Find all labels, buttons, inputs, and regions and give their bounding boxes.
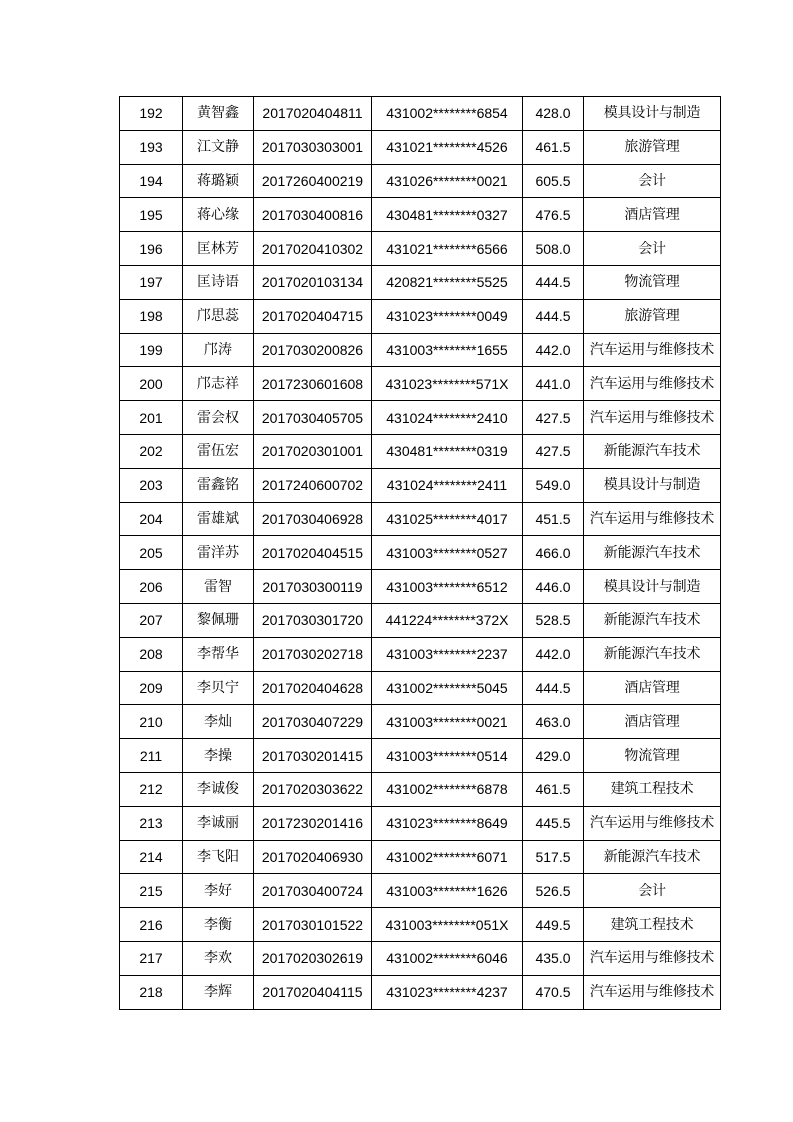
cell-row-number: 197 (120, 265, 183, 299)
cell-student-name: 李帮华 (183, 637, 254, 671)
cell-major: 汽车运用与维修技术 (584, 806, 721, 840)
cell-major: 模具设计与制造 (584, 468, 721, 502)
cell-id-number: 431003********1655 (372, 333, 523, 367)
cell-id-number: 431026********0021 (372, 164, 523, 198)
cell-row-number: 208 (120, 637, 183, 671)
table-row (120, 164, 721, 198)
table-row (120, 232, 721, 266)
cell-exam-number: 2017230201416 (254, 806, 372, 840)
cell-student-name: 李贝宁 (183, 671, 254, 705)
cell-score: 463.0 (523, 705, 584, 739)
cell-score: 427.5 (523, 434, 584, 468)
cell-major: 新能源汽车技术 (584, 536, 721, 570)
cell-row-number: 206 (120, 570, 183, 604)
cell-exam-number: 2017260400219 (254, 164, 372, 198)
cell-row-number: 217 (120, 941, 183, 975)
cell-student-name: 雷伍宏 (183, 434, 254, 468)
table-row (120, 941, 721, 975)
cell-score: 526.5 (523, 874, 584, 908)
cell-student-name: 匡诗语 (183, 265, 254, 299)
cell-score: 605.5 (523, 164, 584, 198)
cell-id-number: 431023********0049 (372, 299, 523, 333)
cell-student-name: 李诚丽 (183, 806, 254, 840)
cell-row-number: 201 (120, 401, 183, 435)
cell-major: 汽车运用与维修技术 (584, 941, 721, 975)
cell-student-name: 江文静 (183, 130, 254, 164)
cell-id-number: 431002********6878 (372, 772, 523, 806)
cell-score: 445.5 (523, 806, 584, 840)
cell-id-number: 431023********571X (372, 367, 523, 401)
cell-row-number: 212 (120, 772, 183, 806)
cell-exam-number: 2017030400724 (254, 874, 372, 908)
cell-student-name: 黄智鑫 (183, 97, 254, 131)
cell-row-number: 204 (120, 502, 183, 536)
table-row (120, 739, 721, 773)
cell-exam-number: 2017030202718 (254, 637, 372, 671)
cell-id-number: 420821********5525 (372, 265, 523, 299)
cell-id-number: 431002********6071 (372, 840, 523, 874)
cell-exam-number: 2017030407229 (254, 705, 372, 739)
admission-list-table (119, 96, 721, 1010)
cell-exam-number: 2017020406930 (254, 840, 372, 874)
cell-row-number: 202 (120, 434, 183, 468)
cell-row-number: 215 (120, 874, 183, 908)
cell-exam-number: 2017030303001 (254, 130, 372, 164)
cell-row-number: 199 (120, 333, 183, 367)
cell-student-name: 李辉 (183, 975, 254, 1009)
cell-student-name: 李欢 (183, 941, 254, 975)
cell-score: 444.5 (523, 299, 584, 333)
cell-major: 物流管理 (584, 265, 721, 299)
cell-major: 建筑工程技术 (584, 908, 721, 942)
cell-id-number: 431003********051X (372, 908, 523, 942)
cell-exam-number: 2017030301720 (254, 603, 372, 637)
cell-row-number: 210 (120, 705, 183, 739)
cell-exam-number: 2017240600702 (254, 468, 372, 502)
cell-major: 汽车运用与维修技术 (584, 401, 721, 435)
table-row (120, 637, 721, 671)
cell-row-number: 214 (120, 840, 183, 874)
cell-row-number: 198 (120, 299, 183, 333)
cell-exam-number: 2017020301001 (254, 434, 372, 468)
cell-row-number: 193 (120, 130, 183, 164)
table-row (120, 468, 721, 502)
cell-row-number: 205 (120, 536, 183, 570)
cell-score: 549.0 (523, 468, 584, 502)
cell-major: 会计 (584, 164, 721, 198)
cell-id-number: 431003********1626 (372, 874, 523, 908)
cell-score: 528.5 (523, 603, 584, 637)
table-row (120, 401, 721, 435)
cell-score: 470.5 (523, 975, 584, 1009)
cell-score: 517.5 (523, 840, 584, 874)
cell-major: 旅游管理 (584, 130, 721, 164)
cell-exam-number: 2017030406928 (254, 502, 372, 536)
cell-score: 461.5 (523, 130, 584, 164)
cell-id-number: 431003********6512 (372, 570, 523, 604)
cell-row-number: 213 (120, 806, 183, 840)
cell-major: 会计 (584, 874, 721, 908)
cell-row-number: 200 (120, 367, 183, 401)
table-row (120, 265, 721, 299)
cell-score: 449.5 (523, 908, 584, 942)
cell-exam-number: 2017020404628 (254, 671, 372, 705)
cell-major: 新能源汽车技术 (584, 434, 721, 468)
table-row (120, 705, 721, 739)
cell-major: 酒店管理 (584, 198, 721, 232)
cell-student-name: 黎佩珊 (183, 603, 254, 637)
cell-exam-number: 2017020103134 (254, 265, 372, 299)
cell-score: 444.5 (523, 265, 584, 299)
cell-score: 446.0 (523, 570, 584, 604)
cell-exam-number: 2017030201415 (254, 739, 372, 773)
cell-major: 模具设计与制造 (584, 97, 721, 131)
cell-score: 442.0 (523, 637, 584, 671)
cell-major: 酒店管理 (584, 671, 721, 705)
cell-student-name: 雷雄斌 (183, 502, 254, 536)
table-row (120, 570, 721, 604)
cell-major: 新能源汽车技术 (584, 840, 721, 874)
table-row (120, 97, 721, 131)
cell-major: 新能源汽车技术 (584, 603, 721, 637)
table-row (120, 840, 721, 874)
table-row (120, 806, 721, 840)
cell-major: 物流管理 (584, 739, 721, 773)
cell-student-name: 李灿 (183, 705, 254, 739)
cell-row-number: 195 (120, 198, 183, 232)
cell-major: 模具设计与制造 (584, 570, 721, 604)
cell-id-number: 431025********4017 (372, 502, 523, 536)
table-row (120, 772, 721, 806)
cell-id-number: 431021********6566 (372, 232, 523, 266)
cell-id-number: 431023********4237 (372, 975, 523, 1009)
cell-exam-number: 2017020404715 (254, 299, 372, 333)
cell-major: 会计 (584, 232, 721, 266)
cell-score: 476.5 (523, 198, 584, 232)
cell-student-name: 李操 (183, 739, 254, 773)
table-row (120, 434, 721, 468)
cell-student-name: 邝涛 (183, 333, 254, 367)
cell-id-number: 431024********2410 (372, 401, 523, 435)
cell-major: 旅游管理 (584, 299, 721, 333)
cell-major: 汽车运用与维修技术 (584, 333, 721, 367)
cell-exam-number: 2017020404515 (254, 536, 372, 570)
table-row (120, 874, 721, 908)
table-row (120, 367, 721, 401)
cell-row-number: 203 (120, 468, 183, 502)
cell-id-number: 431021********4526 (372, 130, 523, 164)
cell-exam-number: 2017030300119 (254, 570, 372, 604)
table-row (120, 299, 721, 333)
table-row (120, 130, 721, 164)
cell-major: 建筑工程技术 (584, 772, 721, 806)
cell-row-number: 194 (120, 164, 183, 198)
cell-student-name: 雷会权 (183, 401, 254, 435)
table-row (120, 603, 721, 637)
cell-score: 444.5 (523, 671, 584, 705)
cell-exam-number: 2017030200826 (254, 333, 372, 367)
table-row (120, 975, 721, 1009)
cell-score: 451.5 (523, 502, 584, 536)
cell-id-number: 431002********6854 (372, 97, 523, 131)
cell-student-name: 蒋璐颖 (183, 164, 254, 198)
cell-exam-number: 2017030101522 (254, 908, 372, 942)
cell-student-name: 李好 (183, 874, 254, 908)
cell-exam-number: 2017020303622 (254, 772, 372, 806)
cell-student-name: 邝志祥 (183, 367, 254, 401)
cell-student-name: 邝思蕊 (183, 299, 254, 333)
cell-score: 442.0 (523, 333, 584, 367)
cell-id-number: 430481********0327 (372, 198, 523, 232)
table-row (120, 198, 721, 232)
cell-student-name: 雷智 (183, 570, 254, 604)
cell-id-number: 431003********0514 (372, 739, 523, 773)
cell-exam-number: 2017230601608 (254, 367, 372, 401)
table-body (120, 97, 721, 1010)
cell-major: 酒店管理 (584, 705, 721, 739)
cell-row-number: 211 (120, 739, 183, 773)
cell-row-number: 216 (120, 908, 183, 942)
cell-score: 429.0 (523, 739, 584, 773)
cell-score: 428.0 (523, 97, 584, 131)
cell-exam-number: 2017020404115 (254, 975, 372, 1009)
cell-score: 466.0 (523, 536, 584, 570)
table-row (120, 333, 721, 367)
table-row (120, 502, 721, 536)
table-row (120, 908, 721, 942)
table-row (120, 671, 721, 705)
cell-major: 汽车运用与维修技术 (584, 367, 721, 401)
cell-row-number: 192 (120, 97, 183, 131)
cell-id-number: 431024********2411 (372, 468, 523, 502)
cell-major: 汽车运用与维修技术 (584, 975, 721, 1009)
cell-score: 461.5 (523, 772, 584, 806)
cell-id-number: 431023********8649 (372, 806, 523, 840)
cell-student-name: 匡林芳 (183, 232, 254, 266)
table-row (120, 536, 721, 570)
cell-major: 汽车运用与维修技术 (584, 502, 721, 536)
cell-id-number: 430481********0319 (372, 434, 523, 468)
cell-row-number: 218 (120, 975, 183, 1009)
cell-student-name: 雷鑫铭 (183, 468, 254, 502)
cell-student-name: 李飞阳 (183, 840, 254, 874)
cell-score: 441.0 (523, 367, 584, 401)
cell-id-number: 441224********372X (372, 603, 523, 637)
cell-id-number: 431003********0527 (372, 536, 523, 570)
cell-exam-number: 2017020302619 (254, 941, 372, 975)
cell-row-number: 209 (120, 671, 183, 705)
cell-exam-number: 2017020410302 (254, 232, 372, 266)
cell-major: 新能源汽车技术 (584, 637, 721, 671)
cell-row-number: 196 (120, 232, 183, 266)
cell-id-number: 431003********2237 (372, 637, 523, 671)
cell-id-number: 431003********0021 (372, 705, 523, 739)
cell-row-number: 207 (120, 603, 183, 637)
cell-exam-number: 2017030400816 (254, 198, 372, 232)
cell-score: 427.5 (523, 401, 584, 435)
cell-score: 508.0 (523, 232, 584, 266)
cell-exam-number: 2017020404811 (254, 97, 372, 131)
cell-student-name: 蒋心缘 (183, 198, 254, 232)
cell-student-name: 李诚俊 (183, 772, 254, 806)
cell-exam-number: 2017030405705 (254, 401, 372, 435)
cell-id-number: 431002********5045 (372, 671, 523, 705)
cell-student-name: 李衡 (183, 908, 254, 942)
cell-score: 435.0 (523, 941, 584, 975)
cell-id-number: 431002********6046 (372, 941, 523, 975)
cell-student-name: 雷洋苏 (183, 536, 254, 570)
